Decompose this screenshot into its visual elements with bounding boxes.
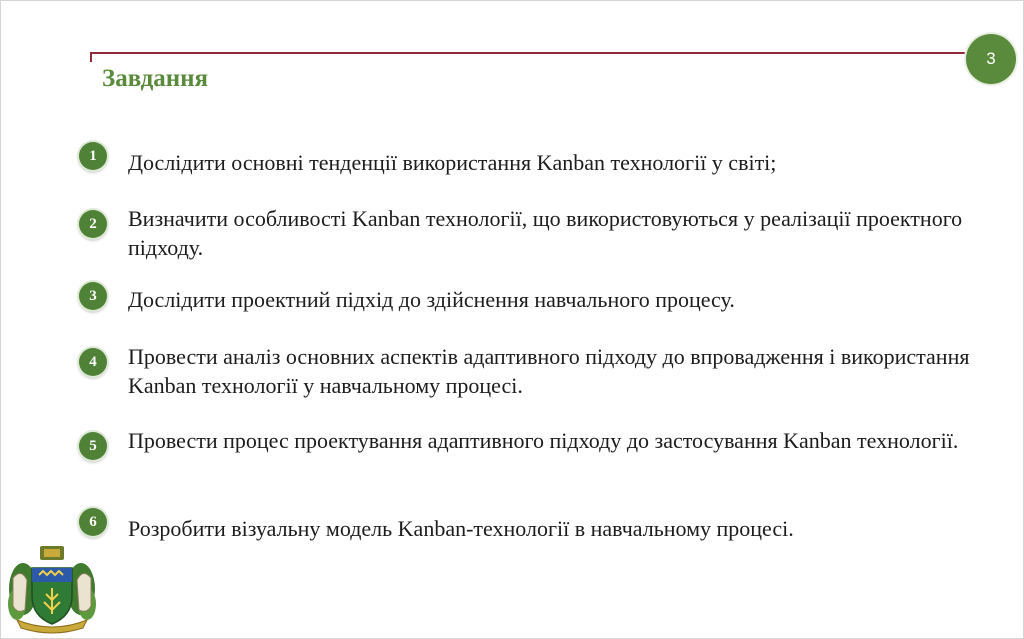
task-text: Дослідити проектний підхід до здійснення навчального процесу. [128,287,735,312]
task-number-badge: 1 [79,142,107,170]
task-number-badge: 2 [79,210,107,238]
task-number-badge: 6 [79,508,107,536]
task-text: Визначити особливості Kanban технології, що використовуються у реалізації проектного підходу. [128,206,963,260]
top-divider-tick [90,52,92,62]
task-number-badge: 3 [79,282,107,310]
task-number-badge: 4 [79,348,107,376]
task-number-badge: 5 [79,432,107,460]
slide-title: Завдання [102,65,209,92]
top-divider [90,52,969,54]
task-text: Дослідити основні тенденції використання Kanban технології у світі; [128,150,777,175]
task-text: Провести процес проектування адаптивного підходу до застосування Kanban технології. [128,428,959,453]
task-text: Розробити візуальну модель Kanban-технології в навчальному процесі. [128,516,794,541]
university-coat-of-arms-icon [3,544,101,634]
page-number-badge: 3 [966,34,1016,84]
task-text: Провести аналіз основних аспектів адаптивного підходу до впровадження і використання Kanban технології у навчальному процесі. [128,344,970,398]
